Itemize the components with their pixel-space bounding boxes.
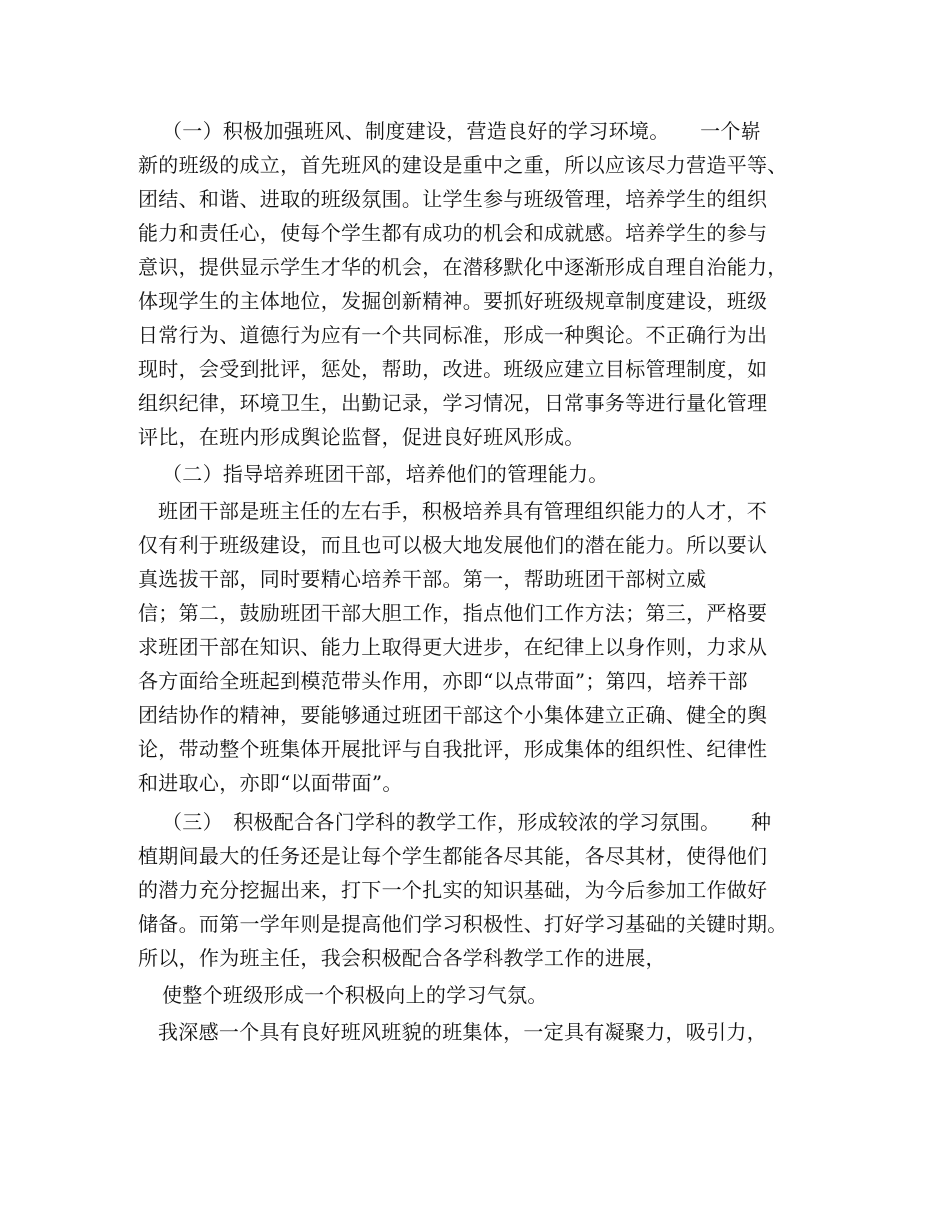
text-line: 和进取心，亦即“以面带面”。 bbox=[138, 771, 403, 795]
text-line: 各方面给全班起到模范带头作用，亦即“以点带面”；第四，培养干部 bbox=[138, 669, 748, 693]
text-line: （一）积极加强班风、制度建设，营造良好的学习环境。 一个崭 bbox=[162, 119, 761, 143]
text-line: 我深感一个具有良好班风班貌的班集体，一定具有凝聚力，吸引力， bbox=[158, 1020, 767, 1044]
text-line: 评比，在班内形成舆论监督，促进良好班风形成。 bbox=[138, 425, 585, 449]
text-line: 真选拔干部，同时要精心培养干部。第一，帮助班团干部树立威 bbox=[138, 567, 707, 591]
text-line: 新的班级的成立，首先班风的建设是重中之重，所以应该尽力营造平等、 bbox=[138, 153, 788, 177]
text-line: 信；第二，鼓励班团干部大胆工作，指点他们工作方法；第三，严格要 bbox=[138, 601, 768, 625]
text-line: 体现学生的主体地位，发掘创新精神。要抓好班级规章制度建设，班级 bbox=[138, 289, 768, 313]
text-line: 储备。而第一学年则是提高他们学习积极性、打好学习基础的关键时期。 bbox=[138, 912, 788, 936]
text-line: 仅有利于班级建设，而且也可以极大地发展他们的潜在能力。所以要认 bbox=[138, 533, 768, 557]
text-line: 使整个班级形成一个积极向上的学习气氛。 bbox=[162, 983, 548, 1007]
text-line: 的潜力充分挖掘出来，打下一个扎实的知识基础，为今后参加工作做好 bbox=[138, 878, 768, 902]
text-line: 日常行为、道德行为应有一个共同标准，形成一种舆论。不正确行为出 bbox=[138, 323, 768, 347]
text-line: 能力和责任心，使每个学生都有成功的机会和成就感。培养学生的参与 bbox=[138, 221, 768, 245]
text-line: 意识，提供显示学生才华的机会，在潜移默化中逐渐形成自理自治能力， bbox=[138, 255, 788, 279]
section-heading: （二）指导培养班团干部，培养他们的管理能力。 bbox=[162, 462, 609, 486]
text-line: 团结协作的精神，要能够通过班团干部这个小集体建立正确、健全的舆 bbox=[138, 703, 768, 727]
text-line: 班团干部是班主任的左右手，积极培养具有管理组织能力的人才，不 bbox=[158, 499, 767, 523]
text-line: 求班团干部在知识、能力上取得更大进步，在纪律上以身作则，力求从 bbox=[138, 635, 768, 659]
text-line: 植期间最大的任务还是让每个学生都能各尽其能，各尽其材，使得他们 bbox=[138, 844, 768, 868]
text-line: 现时，会受到批评，惩处，帮助，改进。班级应建立目标管理制度，如 bbox=[138, 357, 768, 381]
text-line: 论，带动整个班集体开展批评与自我批评，形成集体的组织性、纪律性 bbox=[138, 737, 768, 761]
text-line: 组织纪律，环境卫生，出勤记录，学习情况，日常事务等进行量化管理 bbox=[138, 391, 768, 415]
text-line: 所以，作为班主任，我会积极配合各学科教学工作的进展， bbox=[138, 946, 666, 970]
text-line: 团结、和谐、进取的班级氛围。让学生参与班级管理，培养学生的组织 bbox=[138, 187, 768, 211]
section-heading: （三） 积极配合各门学科的教学工作，形成较浓的学习氛围。 种 bbox=[162, 810, 772, 834]
